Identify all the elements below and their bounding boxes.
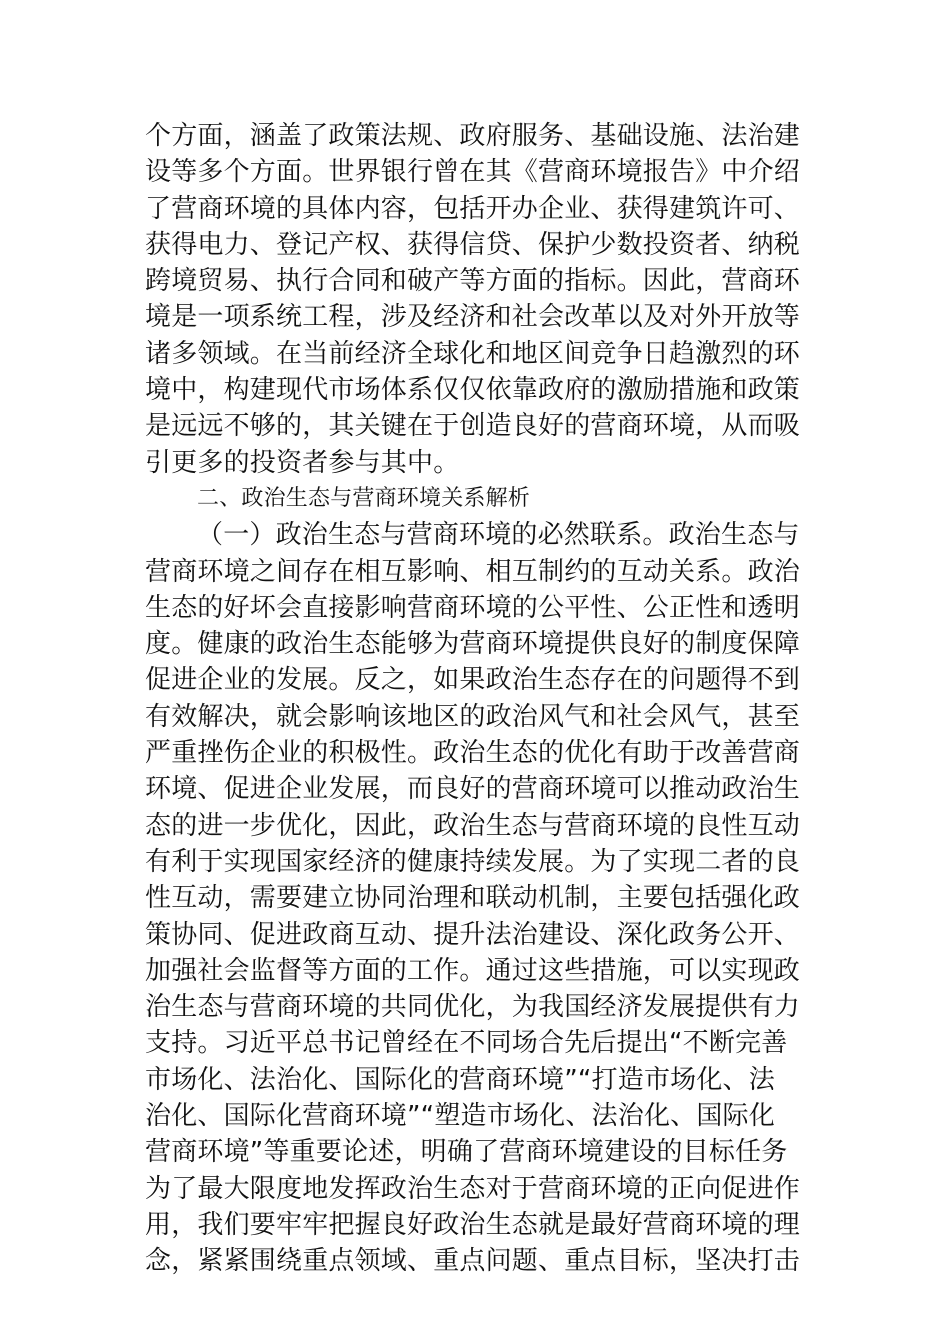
subsection-lead-line: （一）政治生态与营商环境的必然联系。政治生态与 bbox=[197, 520, 800, 551]
section-heading: 二、政治生态与营商环境关系解析 bbox=[197, 485, 531, 511]
text-line: 严重挫伤企业的积极性。政治生态的优化有助于改善营商 bbox=[145, 738, 801, 769]
text-line: 用，我们要牢牢把握良好政治生态就是最好营商环境的理 bbox=[145, 1209, 801, 1240]
body-text bbox=[145, 118, 810, 1280]
text-line: 个方面，涵盖了政策法规、政府服务、基础设施、法治建 bbox=[145, 121, 801, 151]
text-line: 是远远不够的，其关键在于创造良好的营商环境，从而吸 bbox=[145, 411, 801, 442]
text-line: 治化、国际化营商环境”“塑造市场化、法治化、国际化 bbox=[145, 1101, 775, 1132]
text-line: 度。健康的政治生态能够为营商环境提供良好的制度保障 bbox=[145, 629, 801, 660]
text-line: 营商环境之间存在相互影响、相互制约的互动关系。政治 bbox=[145, 556, 801, 587]
text-line: 为了最大限度地发挥政治生态对于营商环境的正向促进作 bbox=[145, 1173, 801, 1204]
text-line: 性互动，需要建立协同治理和联动机制，主要包括强化政 bbox=[145, 883, 801, 914]
text-line: 境中，构建现代市场体系仅仅依靠政府的激励措施和政策 bbox=[145, 375, 801, 406]
text-line: 设等多个方面。世界银行曾在其《营商环境报告》中介绍 bbox=[145, 157, 801, 188]
text-line: 跨境贸易、执行合同和破产等方面的指标。因此，营商环 bbox=[145, 266, 801, 297]
text-line: 治生态与营商环境的共同优化，为我国经济发展提供有力 bbox=[145, 992, 801, 1023]
text-line: 策协同、促进政商互动、提升法治建设、深化政务公开、 bbox=[145, 919, 801, 950]
text-line: 支持。习近平总书记曾经在不同场合先后提出“不断完善 bbox=[145, 1028, 788, 1059]
text-line: 市场化、法治化、国际化的营商环境”“打造市场化、法 bbox=[145, 1064, 775, 1095]
text-line: 生态的好坏会直接影响营商环境的公平性、公正性和透明 bbox=[145, 592, 801, 623]
text-line: 有效解决，就会影响该地区的政治风气和社会风气，甚至 bbox=[145, 701, 801, 732]
text-line: 营商环境”等重要论述，明确了营商环境建设的目标任务 bbox=[145, 1137, 788, 1168]
text-line: 环境、促进企业发展，而良好的营商环境可以推动政治生 bbox=[145, 774, 801, 805]
text-line: 态的进一步优化，因此，政治生态与营商环境的良性互动 bbox=[145, 810, 801, 841]
text-line: 引更多的投资者参与其中。 bbox=[145, 447, 460, 478]
text-line: 获得电力、登记产权、获得信贷、保护少数投资者、纳税 bbox=[145, 229, 801, 260]
text-line: 加强社会监督等方面的工作。通过这些措施，可以实现政 bbox=[145, 955, 801, 986]
text-line: 诸多领域。在当前经济全球化和地区间竞争日趋激烈的环 bbox=[145, 338, 801, 369]
text-line: 了营商环境的具体内容，包括开办企业、获得建筑许可、 bbox=[145, 193, 801, 224]
text-line: 促进企业的发展。反之，如果政治生态存在的问题得不到 bbox=[145, 665, 801, 696]
text-line: 念，紧紧围绕重点领域、重点问题、重点目标，坚决打击 bbox=[145, 1246, 801, 1277]
text-line: 境是一项系统工程，涉及经济和社会改革以及对外开放等 bbox=[145, 302, 801, 333]
text-line: 有利于实现国家经济的健康持续发展。为了实现二者的良 bbox=[145, 846, 801, 877]
